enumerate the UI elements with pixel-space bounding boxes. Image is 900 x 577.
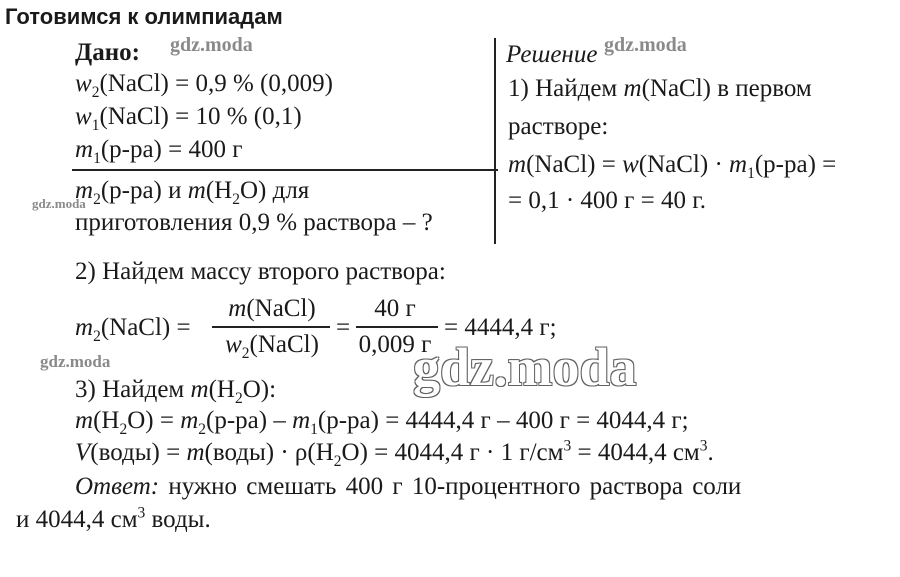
step-3: 3) Найдем $m(H_2O)$: [75, 376, 277, 407]
watermark-small-4: gdz.moda [40, 352, 111, 371]
page-title: Готовимся к олимпиадам [5, 4, 283, 29]
find-line-2: приготовления 0,9 % раствора – ? [75, 209, 433, 236]
answer-line-2: и 4044,4 $см^3$ воды. [16, 504, 211, 533]
eq-1: m(NaCl) = w(NaCl) · $m_1(р-ра)$ = [508, 151, 837, 182]
watermark-big: gdz.moda [413, 337, 637, 397]
eq-3: $m(H_2O) = m_2(р-ра) - m_1(р-ра) = 4444,4$ г – 400 г = 4044,4 г; [75, 407, 689, 438]
watermark-small-2: gdz.moda [32, 196, 86, 211]
step-1-cont: растворе: [508, 113, 609, 140]
given-line-1: $w_2(NaCl) = 0,9$ % (0,009) [75, 70, 333, 101]
answer-label: Ответ: [75, 473, 160, 500]
step-1: 1) Найдем m(NaCl) в первом [508, 75, 812, 102]
given-line-2: $w_1(NaCl) = 10$ % (0,1) [75, 103, 302, 134]
fraction-2-numerator: 40 г [374, 295, 416, 322]
eq-1-result: = 0,1 · 400 г = 40 г. [508, 187, 706, 214]
solution-label: Решение [506, 41, 598, 68]
eq-2-result: = 4444,4 г; [444, 314, 557, 341]
eq-2-lhs: $m_2(NaCl)$ = [75, 314, 191, 345]
answer-line-1: Ответ: нужно смешать 400 г 10-процентного раствора соли [75, 473, 742, 500]
fraction-2-bar [356, 326, 438, 328]
given-label: Дано: [75, 39, 140, 66]
fraction-1-bar [212, 326, 330, 328]
given-divider [72, 169, 498, 171]
eq-4: V(воды) = m(воды) · $\rho(H_2O) = 4044,4$ г · 1 $г/см^3 = 4044,4$ $см^3$. [75, 437, 714, 470]
watermark-small-3: gdz.moda [604, 34, 687, 56]
given-line-3: $m_1(р-ра) = 400$ г [75, 136, 243, 167]
find-line-1: $m_2(р-ра)$ и $m(H_2O)$ для [75, 177, 310, 208]
fraction-1-denominator: $w_2(NaCl)$ [225, 331, 319, 362]
fraction-1-numerator: m(NaCl) [228, 295, 316, 322]
eq-2-equals: = [336, 314, 351, 341]
column-divider [494, 38, 496, 244]
fraction-2-denominator: 0,009 г [358, 331, 432, 358]
step-2: 2) Найдем массу второго раствора: [75, 258, 446, 285]
watermark-small: gdz.moda [170, 34, 253, 56]
